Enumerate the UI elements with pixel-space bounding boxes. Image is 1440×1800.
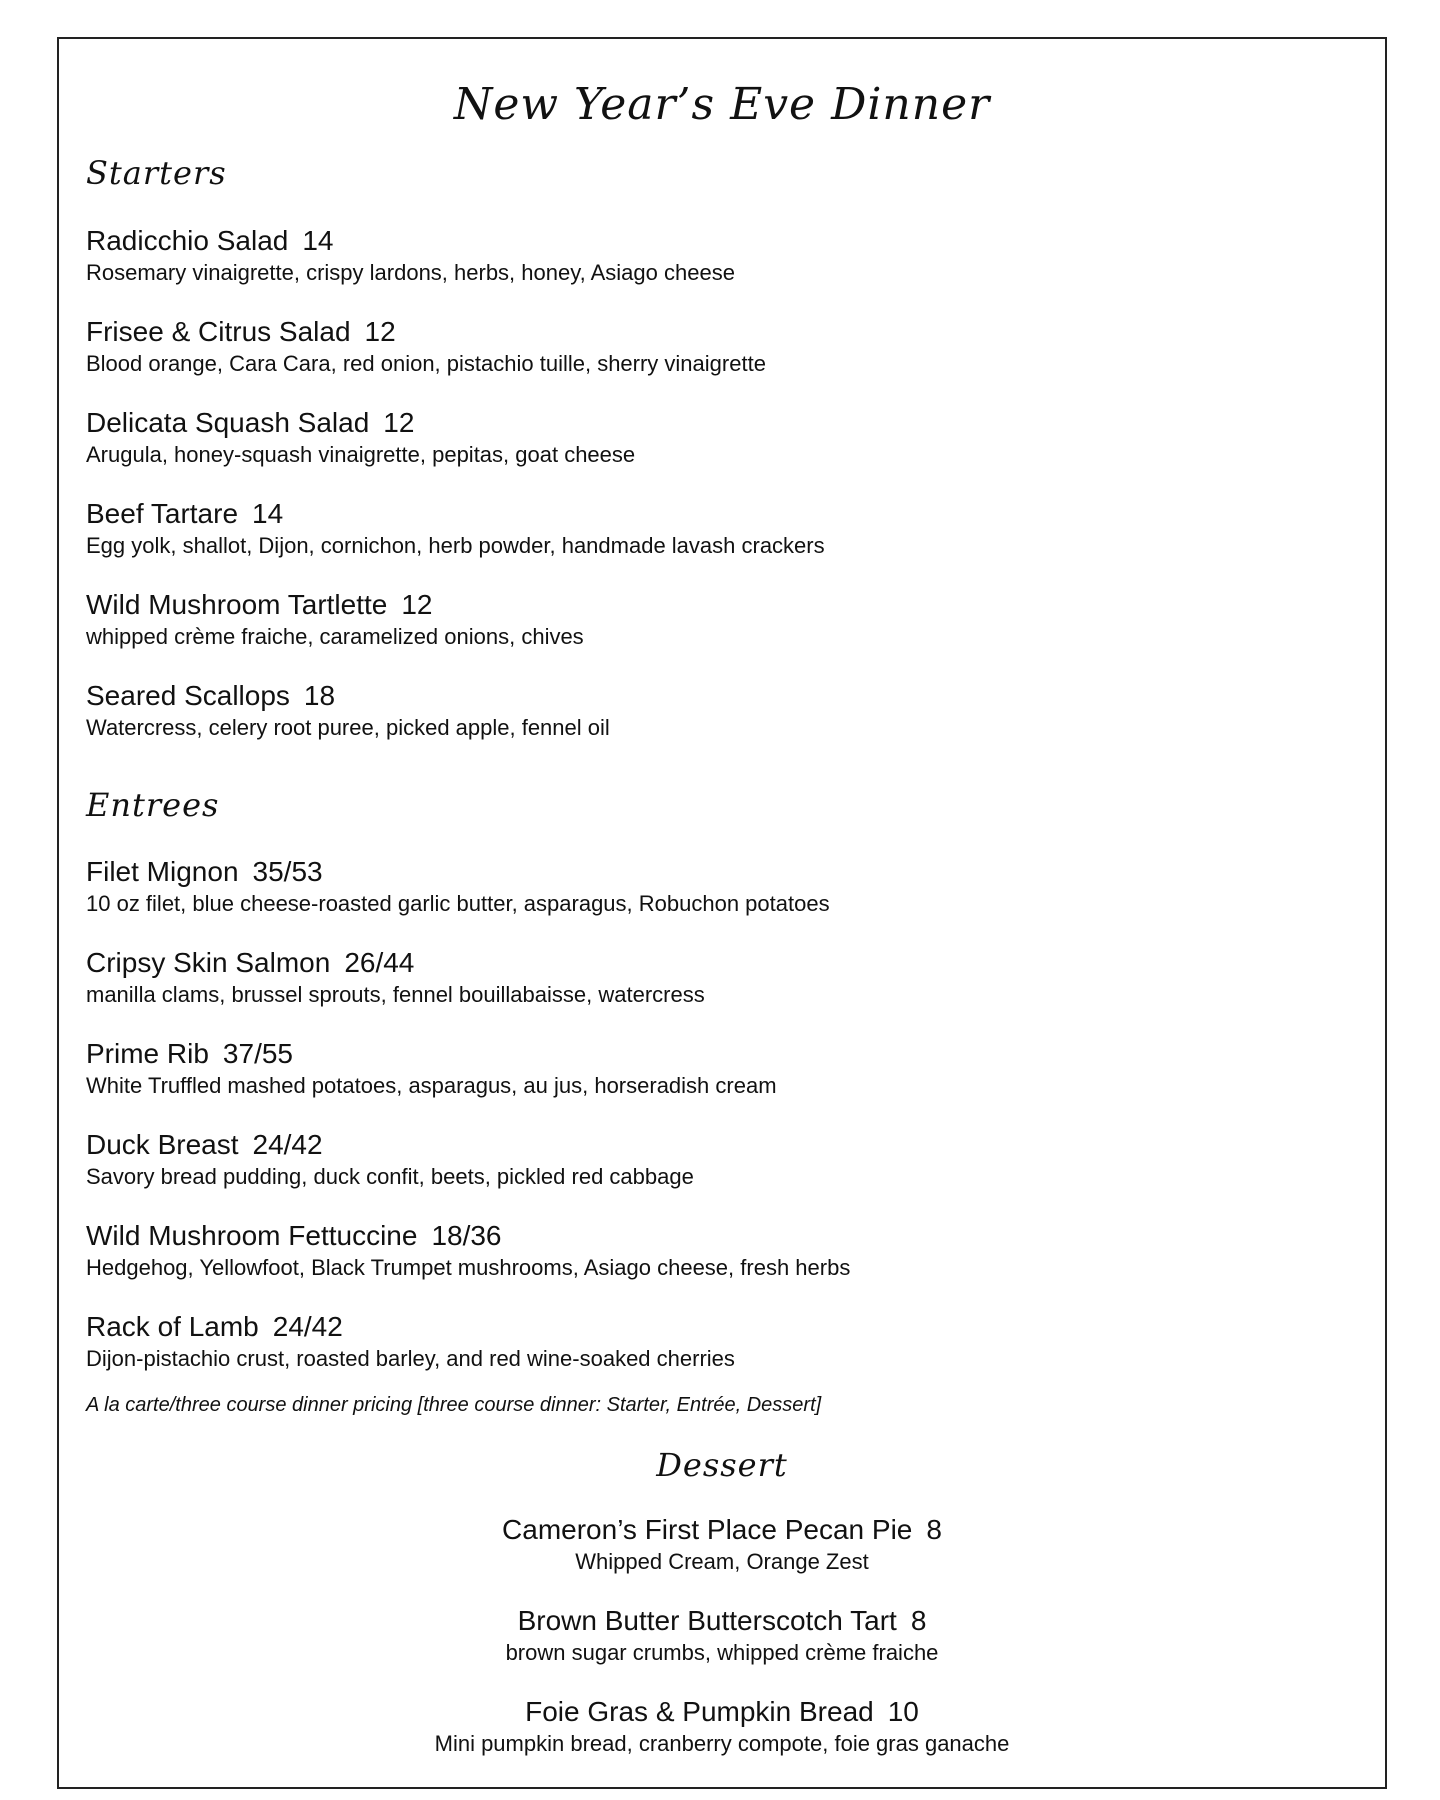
menu-item (86, 497, 825, 561)
item-name-line (86, 497, 825, 531)
item-description: brown sugar crumbs, whipped crème fraiche (505, 1640, 939, 1665)
item-name-line (86, 406, 635, 440)
menu-item (86, 855, 830, 919)
menu-item (86, 679, 610, 743)
menu-item (86, 946, 705, 1010)
item-description: Egg yolk, shallot, Dijon, cornichon, herb powder, handmade lavash crackers (86, 533, 825, 558)
item-description: 10 oz filet, blue cheese-roasted garlic butter, asparagus, Robuchon potatoes (86, 891, 830, 916)
menu-item (86, 1219, 850, 1283)
item-description: Hedgehog, Yellowfoot, Black Trumpet mushrooms, Asiago cheese, fresh herbs (86, 1255, 851, 1280)
entrees-heading: Entrees (86, 786, 220, 824)
item-description: White Truffled mashed potatoes, asparagus, au jus, horseradish cream (86, 1073, 777, 1098)
item-description: Whipped Cream, Orange Zest (575, 1549, 869, 1574)
menu-item (86, 315, 766, 379)
item-price: 12 (383, 407, 415, 438)
item-price: 24/42 (252, 1129, 323, 1160)
item-name: Prime Rib (86, 1038, 209, 1069)
menu-item (86, 588, 584, 652)
item-price: 24/42 (272, 1311, 343, 1342)
item-price: 10 (887, 1696, 919, 1727)
starters-heading: Starters (86, 154, 227, 192)
item-description: whipped crème fraiche, caramelized onions, chives (86, 624, 584, 649)
item-name-line (86, 1128, 694, 1162)
item-description: Savory bread pudding, duck confit, beets, pickled red cabbage (86, 1164, 694, 1189)
item-price: 8 (910, 1605, 927, 1636)
dessert-heading: Dessert (656, 1446, 788, 1484)
menu-title: New Year’s Eve Dinner (453, 79, 991, 130)
item-name-line (59, 1513, 1385, 1547)
item-name-line (86, 1037, 777, 1071)
item-description: manilla clams, brussel sprouts, fennel bouillabaisse, watercress (86, 982, 705, 1007)
item-name: Rack of Lamb (86, 1311, 259, 1342)
item-name-line (86, 1219, 850, 1253)
item-price: 35/53 (252, 856, 323, 887)
menu-item (86, 224, 735, 288)
item-name-line (86, 588, 584, 622)
item-price: 18 (303, 680, 336, 711)
item-name-line (59, 1695, 1385, 1729)
dessert-item (59, 1604, 1385, 1668)
item-name-line (86, 679, 610, 713)
item-description: Watercress, celery root puree, picked apple, fennel oil (86, 715, 610, 740)
item-description: Blood orange, Cara Cara, red onion, pistachio tuille, sherry vinaigrette (86, 351, 766, 376)
item-price: 12 (401, 589, 433, 620)
item-price: 26/44 (344, 947, 415, 978)
item-name: Cameron’s First Place Pecan Pie (502, 1514, 913, 1545)
dessert-item (59, 1513, 1385, 1577)
item-name: Duck Breast (86, 1129, 239, 1160)
item-description: Arugula, honey-squash vinaigrette, pepitas, goat cheese (86, 442, 636, 467)
menu-item (86, 1310, 735, 1374)
item-name: Radicchio Salad (86, 225, 289, 256)
item-name: Brown Butter Butterscotch Tart (517, 1605, 897, 1636)
item-name: Filet Mignon (86, 856, 239, 887)
menu-frame (57, 37, 1387, 1789)
item-description: Mini pumpkin bread, cranberry compote, foie gras ganache (434, 1731, 1010, 1756)
item-description: Dijon-pistachio crust, roasted barley, and red wine-soaked cherries (86, 1346, 735, 1371)
pricing-note: A la carte/three course dinner pricing [three course dinner: Starter, Entrée, Dessert] (86, 1394, 822, 1416)
item-description: Rosemary vinaigrette, crispy lardons, herbs, honey, Asiago cheese (86, 260, 735, 285)
item-price: 14 (302, 225, 334, 256)
item-name: Frisee & Citrus Salad (86, 316, 351, 347)
item-price: 14 (252, 498, 284, 529)
item-name: Seared Scallops (86, 680, 290, 711)
item-name-line (59, 1604, 1385, 1638)
menu-item (86, 406, 635, 470)
item-price: 8 (926, 1514, 942, 1545)
item-name-line (86, 1310, 735, 1344)
item-name-line (86, 315, 766, 349)
item-price: 37/55 (222, 1038, 293, 1069)
item-name-line (86, 946, 705, 980)
menu-item (86, 1037, 777, 1101)
item-price: 18/36 (431, 1220, 502, 1251)
menu-item (86, 1128, 694, 1192)
item-name: Foie Gras & Pumpkin Bread (525, 1696, 874, 1727)
item-name: Wild Mushroom Fettuccine (86, 1220, 418, 1251)
dessert-item (59, 1695, 1385, 1759)
item-name-line (86, 855, 830, 889)
item-name: Beef Tartare (86, 498, 239, 529)
item-price: 12 (364, 316, 396, 347)
item-name: Cripsy Skin Salmon (86, 947, 331, 978)
item-name: Delicata Squash Salad (86, 407, 370, 438)
item-name-line (86, 224, 735, 258)
item-name: Wild Mushroom Tartlette (86, 589, 388, 620)
